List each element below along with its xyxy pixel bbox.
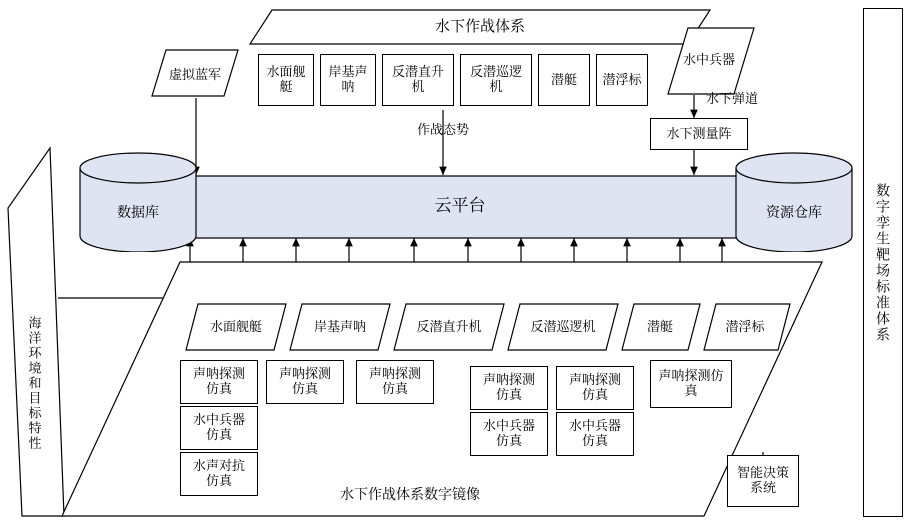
top-system-title: 水下作战体系 [434,18,525,36]
ocean-environment-label: 海洋环境和目标特性 [26,315,42,451]
top-item-3: 反潜巡逻机 [460,54,532,106]
mirror-module-4-1: 水中兵器仿真 [556,412,634,456]
mirror-module-3-1: 水中兵器仿真 [470,412,548,456]
mirror-col-label-3: 反潜巡逻机 [530,318,596,334]
top-item-4: 潜艇 [538,54,590,106]
top-item-0: 水面舰艇 [258,54,314,106]
mirror-module-2-0: 声呐探测仿真 [356,360,434,404]
database-label: 数据库 [117,203,159,220]
mirror-module-0-0: 声呐探测仿真 [180,360,258,404]
cloud-platform-label: 云平台 [434,196,486,216]
underwater-measurement-array: 水下测量阵 [650,118,748,150]
mirror-col-label-5: 潜浮标 [725,318,765,334]
standard-system-label: 数字孪生靶场标准体系 [875,182,892,343]
mirror-col-label-1: 岸基声呐 [313,318,366,334]
mirror-col-label-4: 潜艇 [646,318,673,334]
mirror-module-4-0: 声呐探测仿真 [556,366,634,410]
mirror-module-0-1: 水中兵器仿真 [180,406,258,450]
virtual-blue-force-label: 虚拟蓝军 [168,66,221,82]
mirror-module-5-0: 声呐探测仿真 [650,360,732,408]
mirror-module-3-0: 声呐探测仿真 [470,366,548,410]
top-item-2: 反潜直升机 [382,54,454,106]
underwater-trajectory-label: 水下弹道 [706,91,759,106]
resource-warehouse-label: 资源仓库 [766,203,822,220]
mirror-module-0-2: 水声对抗仿真 [180,452,258,496]
top-item-5: 潜浮标 [596,54,648,106]
underwater-weapon-label: 水中兵器 [682,51,735,67]
combat-situation-label: 作战态势 [416,122,469,137]
mirror-col-label-2: 反潜直升机 [416,318,482,334]
mirror-col-label-0: 水面舰艇 [209,318,262,334]
mirror-module-1-0: 声呐探测仿真 [266,360,344,404]
mirror-title: 水下作战体系数字镜像 [340,485,480,502]
intelligent-decision-box: 智能决策系统 [727,455,799,507]
standard-system-box [863,8,903,517]
top-item-1: 岸基声呐 [320,54,376,106]
